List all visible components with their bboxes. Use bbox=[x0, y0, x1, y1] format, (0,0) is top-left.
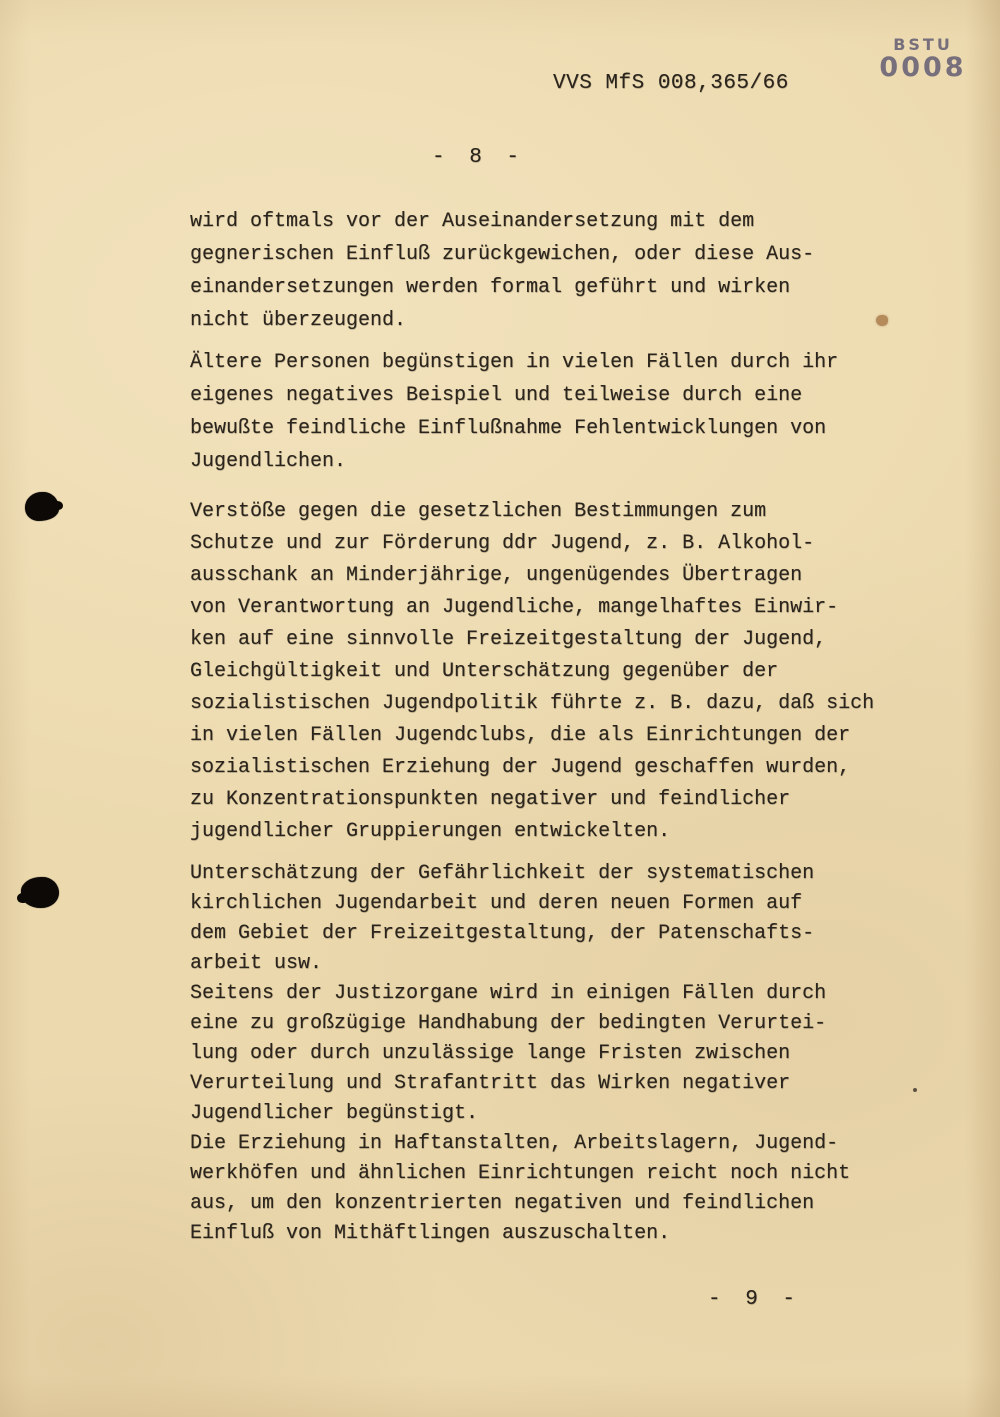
classification-header: VVS MfS 008,365/66 bbox=[553, 72, 789, 95]
paragraph bbox=[190, 496, 960, 848]
text-line: dem Gebiet der Freizeitgestaltung, der Patenschafts- bbox=[190, 922, 815, 945]
text-line: aus, um den konzentrierten negativen und feindlichen bbox=[190, 1192, 815, 1215]
paragraph bbox=[190, 1129, 960, 1249]
text-line: bewußte feindliche Einflußnahme Fehlentwicklungen von bbox=[190, 417, 827, 440]
text-line: in vielen Fällen Jugendclubs, die als Einrichtungen der bbox=[190, 724, 851, 747]
text-line: Ältere Personen begünstigen in vielen Fällen durch ihr bbox=[190, 351, 839, 374]
text-line: Jugendlicher begünstigt. bbox=[190, 1102, 479, 1125]
text-line: jugendlicher Gruppierungen entwickelten. bbox=[190, 820, 671, 843]
text-line: Verurteilung und Strafantritt das Wirken negativer bbox=[190, 1072, 791, 1095]
paragraph bbox=[190, 205, 960, 337]
text-line: ausschank an Minderjährige, ungenügendes Übertragen bbox=[190, 564, 803, 587]
text-line: Seitens der Justizorgane wird in einigen Fällen durch bbox=[190, 982, 827, 1005]
text-line: einandersetzungen werden formal geführt und wirken bbox=[190, 276, 791, 299]
text-line: eigenes negatives Beispiel und teilweise durch eine bbox=[190, 384, 803, 407]
text-line: Jugendlichen. bbox=[190, 450, 347, 473]
text-line: Schutze und zur Förderung ddr Jugend, z. B. Alkohol- bbox=[190, 532, 815, 555]
paragraph bbox=[190, 859, 960, 979]
text-line: Einfluß von Mithäftlingen auszuschalten. bbox=[190, 1222, 671, 1245]
text-line: sozialistischen Jugendpolitik führte z. B. dazu, daß sich bbox=[190, 692, 875, 715]
text-line: Unterschätzung der Gefährlichkeit der systematischen bbox=[190, 862, 815, 885]
text-line: Gleichgültigkeit und Unterschätzung gegenüber der bbox=[190, 660, 779, 683]
text-line: sozialistischen Erziehung der Jugend geschaffen wurden, bbox=[190, 756, 851, 779]
text-line: Verstöße gegen die gesetzlichen Bestimmungen zum bbox=[190, 500, 767, 523]
paragraph bbox=[190, 346, 960, 478]
text-line: lung oder durch unzulässige lange Fristen zwischen bbox=[190, 1042, 791, 1065]
page-number-top: - 8 - bbox=[432, 146, 526, 169]
stamp-page-counter: 0008 bbox=[879, 52, 967, 83]
document-body bbox=[190, 205, 960, 1249]
text-line: gegnerischen Einfluß zurückgewichen, oder diese Aus- bbox=[190, 243, 815, 266]
bstu-archive-stamp bbox=[868, 36, 978, 82]
paper-speck bbox=[876, 315, 888, 326]
paragraph bbox=[190, 979, 960, 1129]
text-line: von Verantwortung an Jugendliche, mangelhaftes Einwir- bbox=[190, 596, 839, 619]
text-line: Die Erziehung in Haftanstalten, Arbeitslagern, Jugend- bbox=[190, 1132, 839, 1155]
text-line: kirchlichen Jugendarbeit und deren neuen Formen auf bbox=[190, 892, 803, 915]
ink-blot bbox=[25, 492, 59, 521]
text-line: zu Konzentrationspunkten negativer und feindlicher bbox=[190, 788, 791, 811]
paper-speck bbox=[913, 1088, 917, 1092]
text-line: eine zu großzügige Handhabung der bedingten Verurtei- bbox=[190, 1012, 827, 1035]
stamp-agency-label: BSTU bbox=[893, 35, 953, 54]
text-line: arbeit usw. bbox=[190, 952, 323, 975]
ink-blot bbox=[21, 877, 59, 908]
page-number-bottom: - 9 - bbox=[708, 1288, 802, 1311]
text-line: nicht überzeugend. bbox=[190, 309, 407, 332]
text-line: ken auf eine sinnvolle Freizeitgestaltung der Jugend, bbox=[190, 628, 827, 651]
text-line: werkhöfen und ähnlichen Einrichtungen reicht noch nicht bbox=[190, 1162, 851, 1185]
text-line: wird oftmals vor der Auseinandersetzung mit dem bbox=[190, 210, 755, 233]
